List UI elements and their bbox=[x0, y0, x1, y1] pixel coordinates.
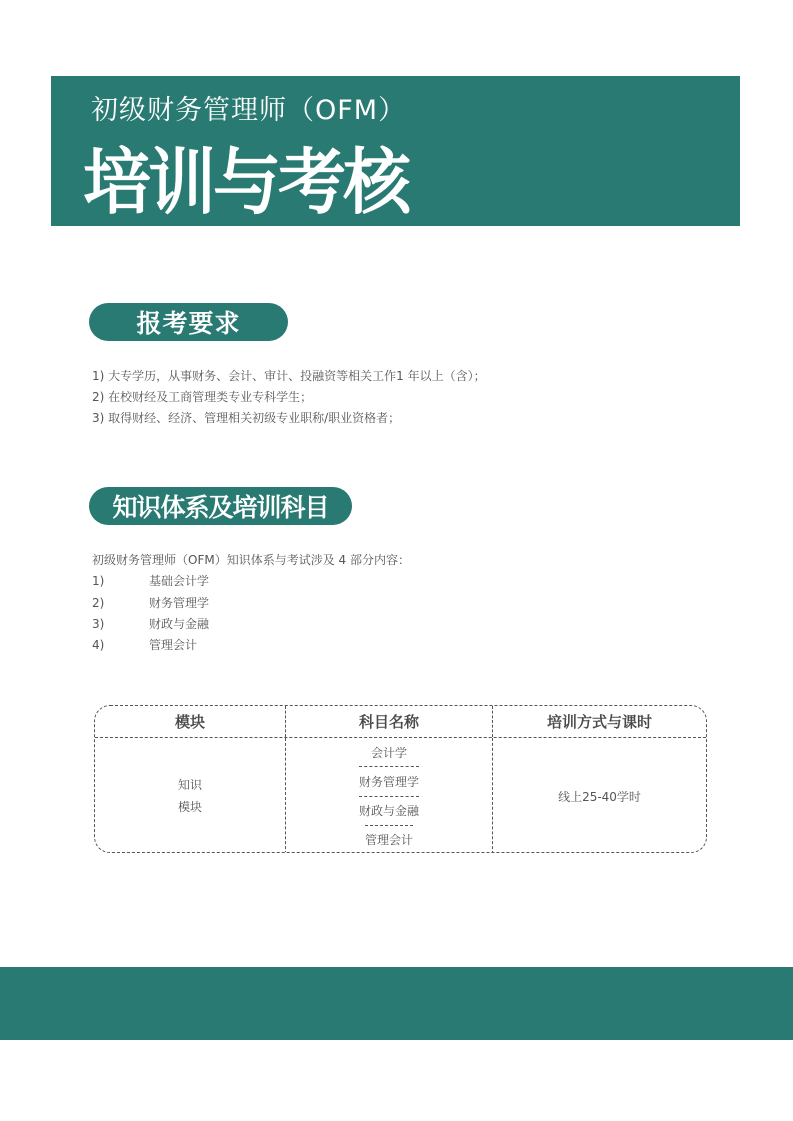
module-cell bbox=[95, 738, 285, 853]
subjects-cell bbox=[285, 738, 492, 853]
list-item-label: 管理会计 bbox=[149, 638, 198, 653]
requirements-list bbox=[92, 366, 486, 429]
list-item-label: 财政与金融 bbox=[149, 616, 210, 631]
requirement-item: 3) 取得财经、经济、管理相关初级专业职称/职业资格者； bbox=[92, 411, 401, 425]
list-item bbox=[92, 571, 410, 592]
subject-row: 财务管理学 bbox=[359, 766, 419, 795]
header-subtitle: 初级财务管理师（OFM） bbox=[91, 95, 407, 126]
section-heading-requirements: 报考要求 bbox=[89, 303, 288, 341]
list-item bbox=[92, 593, 410, 614]
subject-row: 管理会计 bbox=[365, 825, 413, 853]
footer-band bbox=[0, 967, 793, 1040]
requirement-item: 1) 大专学历，从事财务、会计、审计、投融资等相关工作1 年以上（含）； bbox=[92, 369, 486, 383]
section-heading-knowledge: 知识体系及培训科目 bbox=[89, 487, 352, 525]
column-header-module: 模块 bbox=[174, 713, 205, 731]
header-title: 培训与考核 bbox=[83, 141, 409, 225]
column-header-subject: 科目名称 bbox=[285, 706, 492, 737]
column-header-training: 培训方式与课时 bbox=[492, 706, 706, 737]
requirement-item: 2) 在校财经及工商管理类专业专科学生； bbox=[92, 390, 313, 404]
training-cell: 线上25-40学时 bbox=[492, 738, 706, 853]
module-text: 知识 bbox=[177, 778, 202, 792]
table-body bbox=[95, 738, 706, 853]
header-banner bbox=[51, 76, 740, 226]
knowledge-list bbox=[92, 550, 410, 656]
table-header-row bbox=[95, 706, 706, 738]
list-item-number: 2) bbox=[92, 595, 105, 610]
list-item-label: 基础会计学 bbox=[149, 574, 210, 589]
list-item-number: 4) bbox=[92, 638, 105, 653]
curriculum-table bbox=[94, 705, 707, 853]
subject-row: 会计学 bbox=[370, 745, 407, 760]
module-text: 模块 bbox=[177, 800, 202, 814]
list-item-number: 3) bbox=[92, 616, 105, 631]
subject-row: 财政与金融 bbox=[359, 796, 419, 825]
knowledge-intro: 初级财务管理师（OFM）知识体系与考试涉及 4 部分内容： bbox=[92, 553, 410, 567]
list-item-number: 1) bbox=[92, 574, 105, 589]
list-item bbox=[92, 635, 410, 656]
list-item bbox=[92, 614, 410, 635]
list-item-label: 财务管理学 bbox=[149, 595, 210, 610]
